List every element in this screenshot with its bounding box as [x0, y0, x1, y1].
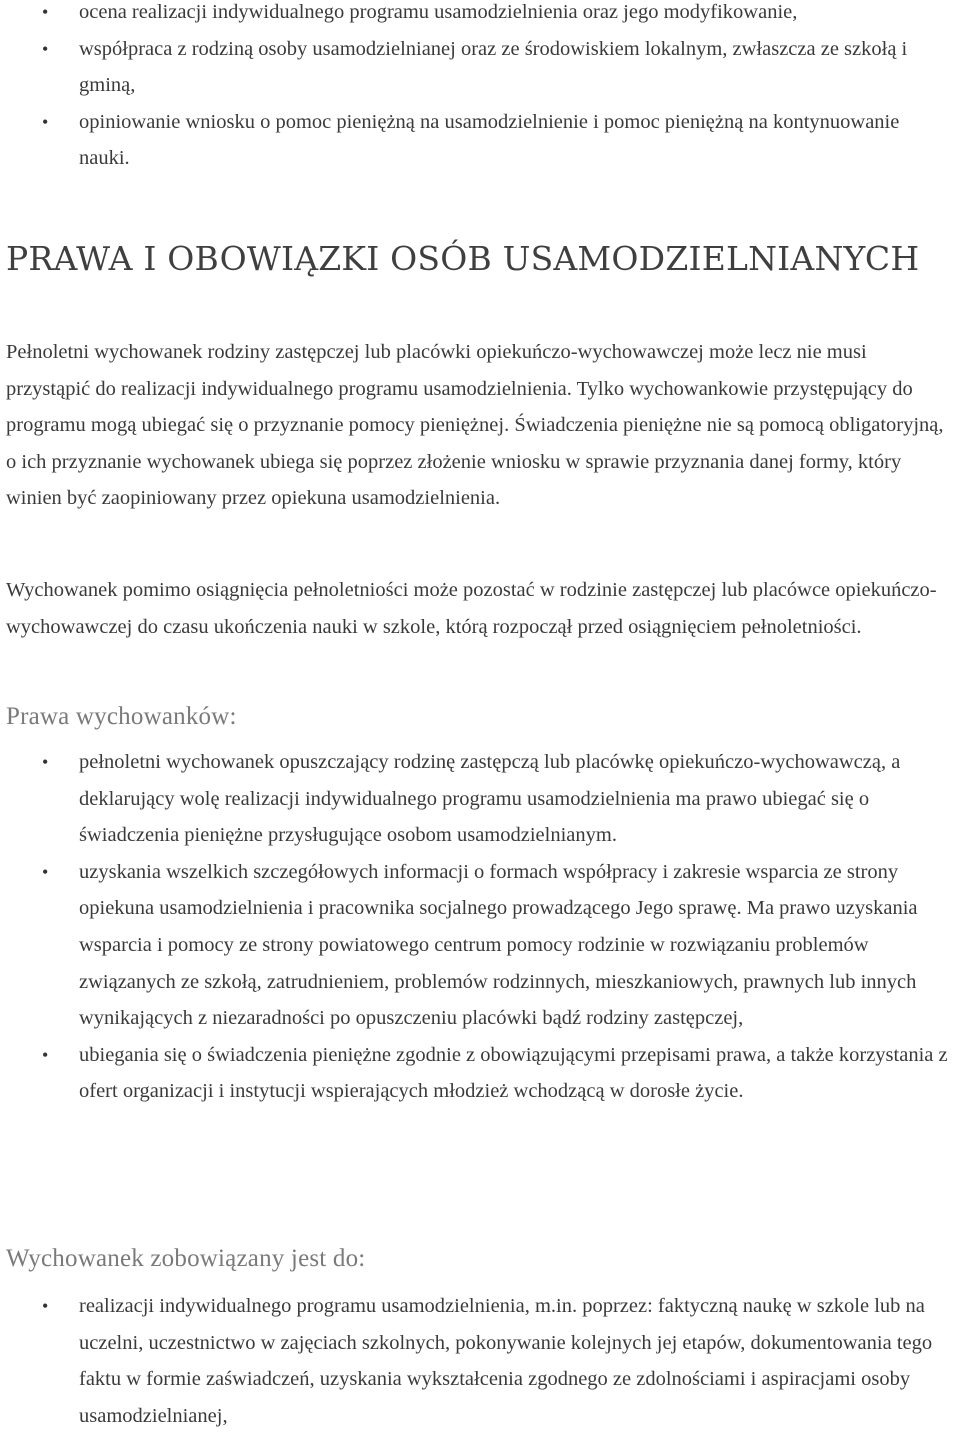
list-item: • ocena realizacji indywidualnego programu usamodzielnienia oraz jego modyfikowanie,: [0, 0, 960, 31]
section-heading-rights-and-duties: PRAWA I OBOWIĄZKI OSÓB USAMODZIELNIANYCH: [6, 239, 920, 278]
list-item: • uzyskania wszelkich szczegółowych informacji o formach współpracy i zakresie wsparcia ze strony opiekuna usamodzielnienia i pracownika socjalnego prowadzącego Jego sprawę. Ma prawo uzyskania wsparcia i pomocy ze strony powiatowego centrum pomocy rodzinie w rozwiązaniu problemów związanych ze szkołą, zatrudnieniem, problemów rodzinnych, mieszkaniowych, prawnych lub innych wynikających z niezaradności po opuszczeniu placówki bądź rodziny zastępczej,: [0, 854, 960, 1037]
paragraph-stay-in-care: Wychowanek pomimo osiągnięcia pełnoletniości może pozostać w rodzinie zastępczej lub placówce opiekuńczo-wychowawczej do czasu ukończenia nauki w szkole, którą rozpoczął przed osiągnięciem pełnoletniości.: [6, 579, 937, 638]
subheading-duties: Wychowanek zobowiązany jest do:: [6, 1245, 366, 1272]
list-item: • ubiegania się o świadczenia pieniężne zgodnie z obowiązującymi przepisami prawa, a także korzystania z ofert organizacji i instytucji wspierających młodzież wchodzącą w dorosłe życie.: [0, 1037, 960, 1110]
list-item: • pełnoletni wychowanek opuszczający rodzinę zastępczą lub placówkę opiekuńczo-wychowawczą, a deklarujący wolę realizacji indywidualnego programu usamodzielnienia ma prawo ubiegać się o świadczenia pieniężne przysługujące osobom usamodzielnianym.: [0, 744, 960, 854]
list-item: • realizacji indywidualnego programu usamodzielnienia, m.in. poprzez: faktyczną naukę w szkole lub na uczelni, uczestnictwo w zajęciach szkolnych, pokonywanie kolejnych jej etapów, dokumentowania tego faktu w formie zaświadczeń, uzyskania wykształcenia zgodnego ze zdolnościami i aspiracjami osoby usamodzielnianej,: [0, 1288, 960, 1434]
list-item: • współpraca z rodziną osoby usamodzielnianej oraz ze środowiskiem lokalnym, zwłaszcza ze szkołą i gminą,: [0, 31, 960, 104]
duties-bullet-list: [0, 1288, 960, 1434]
rights-bullet-list: [0, 744, 960, 1110]
top-bullet-list: [0, 0, 960, 177]
paragraph-program-participation: Pełnoletni wychowanek rodziny zastępczej lub placówki opiekuńczo-wychowawczej może lecz nie musi przystąpić do realizacji indywidualnego programu usamodzielnienia. Tylko wychowankowie przystępujący do programu mogą ubiegać się o przyznanie pomocy pieniężnej. Świadczenia pieniężne nie są pomocą obligatoryjną, o ich przyznanie wychowanek ubiega się poprzez złożenie wniosku w sprawie przyznania danej formy, który winien być zaopiniowany przez opiekuna usamodzielnienia.: [6, 341, 944, 510]
subheading-rights: Prawa wychowanków:: [6, 703, 237, 730]
list-item: • opiniowanie wniosku o pomoc pieniężną na usamodzielnienie i pomoc pieniężną na kontynuowanie nauki.: [0, 104, 960, 177]
